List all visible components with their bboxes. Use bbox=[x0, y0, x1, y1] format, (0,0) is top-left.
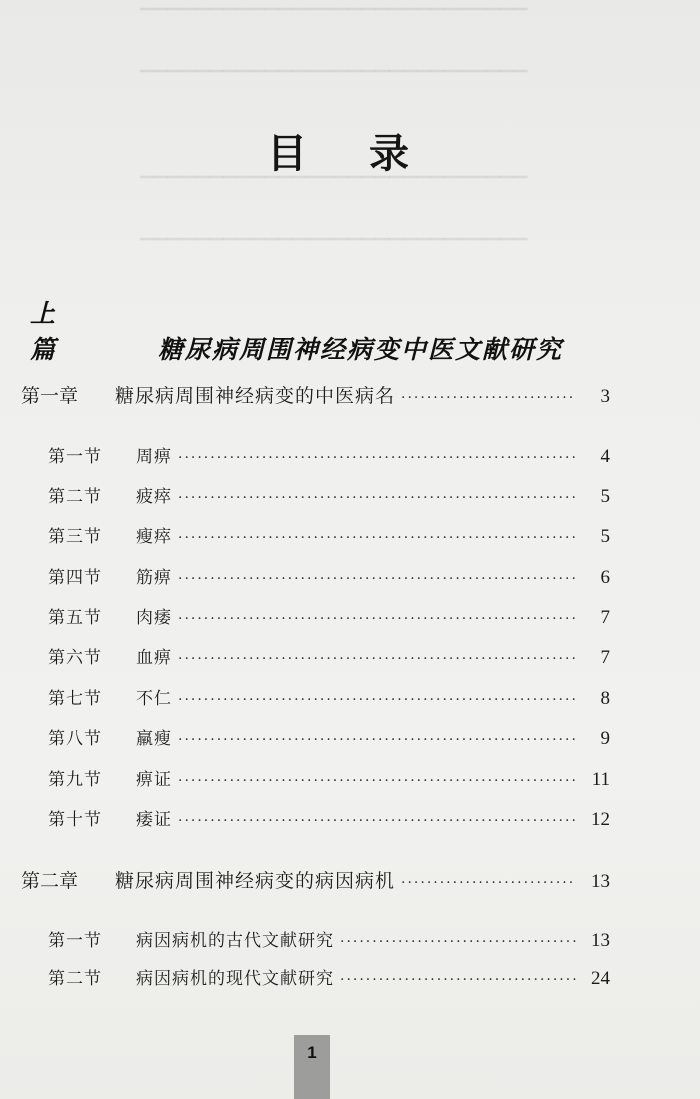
section-entry[interactable] bbox=[48, 964, 610, 990]
dot-leader bbox=[178, 813, 576, 829]
dot-leader bbox=[178, 490, 576, 506]
show-through-line: ▔▔▔▔▔▔▔▔▔▔▔▔▔▔▔▔▔▔▔▔▔▔▔▔▔▔▔▔ bbox=[140, 70, 528, 91]
chapter-entry[interactable] bbox=[21, 381, 610, 408]
section-title: 羸瘦 bbox=[136, 729, 172, 749]
section-entry[interactable] bbox=[48, 603, 610, 629]
section-label: 第二节 bbox=[48, 969, 102, 989]
section-entry[interactable] bbox=[48, 522, 610, 548]
page-number: 12 bbox=[591, 809, 610, 830]
section-label: 第九节 bbox=[48, 770, 102, 790]
page-number: 13 bbox=[591, 871, 610, 892]
part-label: 上 篇 bbox=[30, 299, 82, 364]
section-title: 瘦瘁 bbox=[136, 527, 172, 547]
page-number: 3 bbox=[600, 386, 610, 407]
section-title: 筋痹 bbox=[136, 568, 172, 588]
page-number: 8 bbox=[600, 688, 610, 709]
dot-leader bbox=[178, 732, 576, 748]
section-label: 第七节 bbox=[48, 689, 102, 709]
section-entry[interactable] bbox=[48, 684, 610, 710]
section-title: 痿证 bbox=[136, 810, 172, 830]
section-entry[interactable] bbox=[48, 643, 610, 669]
page-number: 24 bbox=[591, 968, 610, 989]
section-title: 周痹 bbox=[136, 447, 172, 467]
page-number: 6 bbox=[600, 567, 610, 588]
section-label: 第一节 bbox=[48, 447, 102, 467]
section-title: 病因病机的现代文献研究 bbox=[136, 969, 334, 989]
page-number: 5 bbox=[600, 526, 610, 547]
dot-leader bbox=[340, 934, 576, 950]
show-through-line: ▔▔▔▔▔▔▔▔▔▔▔▔▔▔▔▔▔▔▔▔▔▔▔▔▔▔▔▔ bbox=[140, 8, 528, 29]
page-number: 7 bbox=[600, 607, 610, 628]
page-number: 13 bbox=[591, 930, 610, 951]
page-number: 11 bbox=[591, 769, 610, 790]
section-label: 第六节 bbox=[48, 648, 102, 668]
page-footer-number: 1 bbox=[294, 1035, 330, 1099]
part-title: 糖尿病周围神经病变中医文献研究 bbox=[158, 335, 564, 364]
chapter-title: 糖尿病周围神经病变的中医病名 bbox=[115, 385, 396, 407]
section-label: 第八节 bbox=[48, 729, 102, 749]
section-title: 疲瘁 bbox=[136, 487, 172, 507]
section-label: 第二节 bbox=[48, 487, 102, 507]
chapter-label: 第一章 bbox=[21, 385, 79, 407]
dot-leader bbox=[178, 773, 576, 789]
toc-title: 目 录 bbox=[267, 130, 433, 177]
dot-leader bbox=[340, 972, 576, 988]
dot-leader bbox=[401, 390, 576, 406]
dot-leader bbox=[178, 530, 576, 546]
dot-leader bbox=[178, 692, 576, 708]
dot-leader bbox=[401, 875, 576, 891]
chapter-entry[interactable] bbox=[21, 866, 610, 893]
show-through-line: ▔▔▔▔▔▔▔▔▔▔▔▔▔▔▔▔▔▔▔▔▔▔▔▔▔▔▔▔ bbox=[140, 238, 528, 259]
section-entry[interactable] bbox=[48, 765, 610, 791]
section-title: 痹证 bbox=[136, 770, 172, 790]
section-label: 第三节 bbox=[48, 527, 102, 547]
dot-leader bbox=[178, 450, 576, 466]
section-title: 病因病机的古代文献研究 bbox=[136, 931, 334, 951]
page-number: 9 bbox=[600, 728, 610, 749]
section-entry[interactable] bbox=[48, 724, 610, 750]
page-number: 4 bbox=[600, 446, 610, 467]
chapter-label: 第二章 bbox=[21, 870, 79, 892]
section-entry[interactable] bbox=[48, 442, 610, 468]
page-number: 7 bbox=[600, 647, 610, 668]
show-through-line: ▔▔▔▔▔▔▔▔▔▔▔▔▔▔▔▔▔▔▔▔▔▔▔▔▔▔▔▔ bbox=[140, 176, 528, 197]
section-label: 第一节 bbox=[48, 931, 102, 951]
section-entry[interactable] bbox=[48, 926, 610, 952]
page-number: 5 bbox=[600, 486, 610, 507]
section-title: 不仁 bbox=[136, 689, 172, 709]
part-heading bbox=[30, 294, 670, 366]
section-entry[interactable] bbox=[48, 563, 610, 589]
chapter-title: 糖尿病周围神经病变的病因病机 bbox=[115, 870, 396, 892]
section-label: 第五节 bbox=[48, 608, 102, 628]
dot-leader bbox=[178, 611, 576, 627]
section-label: 第十节 bbox=[48, 810, 102, 830]
section-entry[interactable] bbox=[48, 482, 610, 508]
section-label: 第四节 bbox=[48, 568, 102, 588]
section-title: 血痹 bbox=[136, 648, 172, 668]
section-entry[interactable] bbox=[48, 805, 610, 831]
dot-leader bbox=[178, 651, 576, 667]
dot-leader bbox=[178, 571, 576, 587]
section-title: 肉痿 bbox=[136, 608, 172, 628]
